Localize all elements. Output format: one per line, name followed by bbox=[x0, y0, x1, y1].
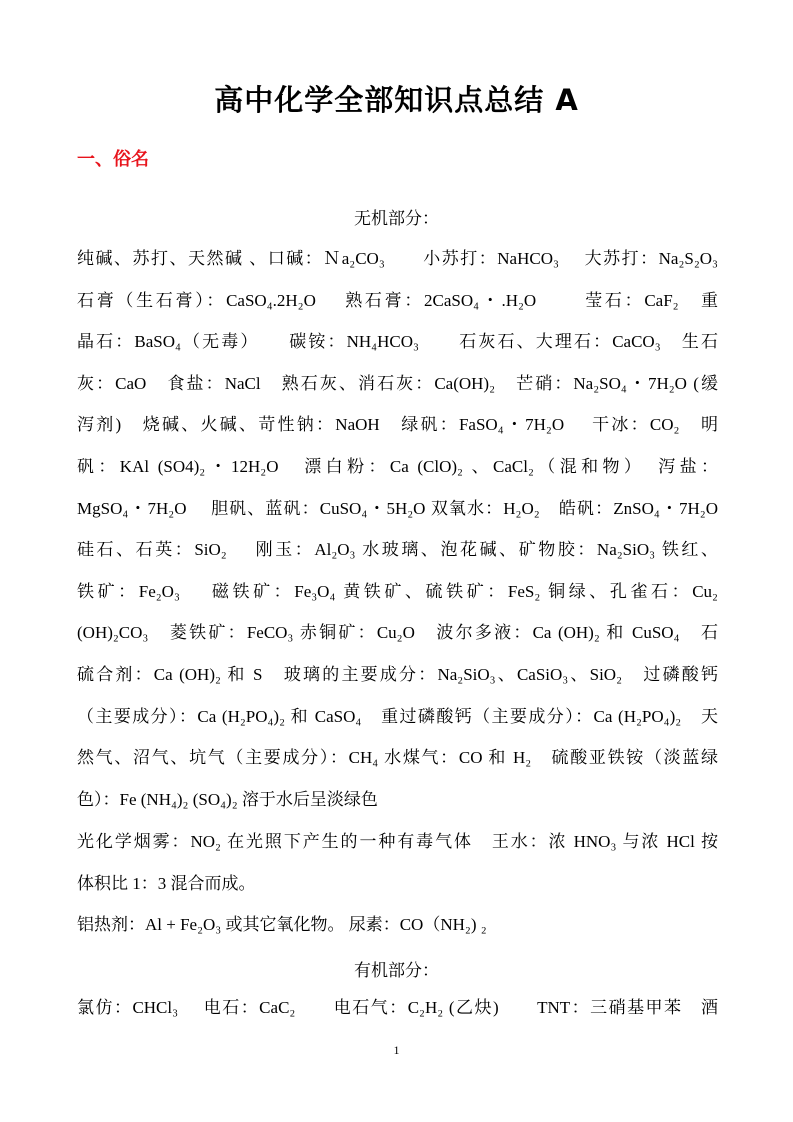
text-line: 晶石：BaSO₄（无毒） 碳铵：NH₄HCO₃ 石灰石、大理石：CaCO₃ 生石 bbox=[77, 332, 718, 352]
text-line: （主要成分）：Ca (H₂PO₄)₂ 和 CaSO₄ 重过磷酸钙（主要成分）：Ca (H₂PO₄)₂ 天 bbox=[77, 706, 718, 726]
inorganic-subheading: 无机部分： bbox=[354, 209, 439, 229]
text-line: 铁矿：Fe₂O₃ 磁铁矿：Fe₃O₄ 黄铁矿、硫铁矿：FeS₂ 铜绿、孔雀石：Cu₂ bbox=[77, 581, 718, 601]
text-line: 纯碱、苏打、天然碱 、口碱：Ｎa₂CO₃ 小苏打：NaHCO₃ 大苏打：Na₂S₂O₃ bbox=[77, 249, 718, 268]
text-line: 体积比 1：3 混合而成。 bbox=[77, 873, 256, 893]
smog-paragraph bbox=[77, 821, 718, 904]
text-line: 硫合剂：Ca (OH)₂ 和 S 玻璃的主要成分：Na₂SiO₃、CaSiO₃、SiO₂ 过磷酸钙 bbox=[77, 664, 718, 684]
text-line: 硅石、石英：SiO₂ 刚玉：Al₂O₃ 水玻璃、泡花碱、矿物胶：Na₂SiO₃ 铁红、 bbox=[77, 540, 718, 560]
text-line: 泻剂) 烧碱、火碱、苛性钠：NaOH 绿矾：FaSO₄・7H₂O 干冰：CO₂ 明 bbox=[77, 415, 718, 435]
text-line: 然气、沼气、坑气（主要成分）：CH₄ 水煤气：CO 和 H₂ 硫酸亚铁铵（淡蓝绿 bbox=[77, 748, 718, 768]
inorganic-paragraph bbox=[77, 238, 718, 820]
text-line: (OH)₂CO₃ 菱铁矿：FeCO₃ 赤铜矿：Cu₂O 波尔多液：Ca (OH)₂ 和 CuSO₄ 石 bbox=[77, 623, 718, 643]
text-line: 石膏（生石膏）：CaSO₄.2H₂O 熟石膏：2CaSO₄・.H₂O 莹石：CaF₂ 重 bbox=[77, 290, 718, 310]
text-line: 氯仿：CHCl₃ 电石：CaC₂ 电石气：C₂H₂ (乙炔) TNT：三硝基甲苯 酒 bbox=[77, 998, 718, 1017]
page-number: 1 bbox=[393, 1043, 400, 1057]
text-line: 矾：KAl (SO4)₂・12H₂O 漂白粉：Ca (ClO)₂ 、CaCl₂（混和物） 泻盐： bbox=[77, 456, 718, 476]
text-line: MgSO₄・7H₂O 胆矾、蓝矾：CuSO₄・5H₂O 双氧水：H₂O₂ 皓矾：ZnSO₄・7H₂O bbox=[77, 498, 718, 518]
text-line: 光化学烟雾：NO₂ 在光照下产生的一种有毒气体 王水：浓 HNO₃ 与浓 HCl 按 bbox=[77, 832, 718, 851]
text-line: 灰：CaO 食盐：NaCl 熟石灰、消石灰：Ca(OH)₂ 芒硝：Na₂SO₄・7H₂O (缓 bbox=[77, 373, 718, 393]
thermite-paragraph bbox=[77, 904, 718, 946]
page-title: 高中化学全部知识点总结 A bbox=[214, 83, 579, 117]
section-heading: 一、俗名 bbox=[77, 149, 149, 170]
text-line: 铝热剂：Al + Fe₂O₃ 或其它氧化物。 尿素：CO（NH₂) ₂ bbox=[77, 915, 487, 934]
organic-paragraph bbox=[77, 987, 718, 1029]
text-line: 色）：Fe (NH₄)₂ (SO₄)₂ 溶于水后呈淡绿色 bbox=[77, 789, 378, 809]
organic-subheading: 有机部分： bbox=[354, 961, 439, 981]
